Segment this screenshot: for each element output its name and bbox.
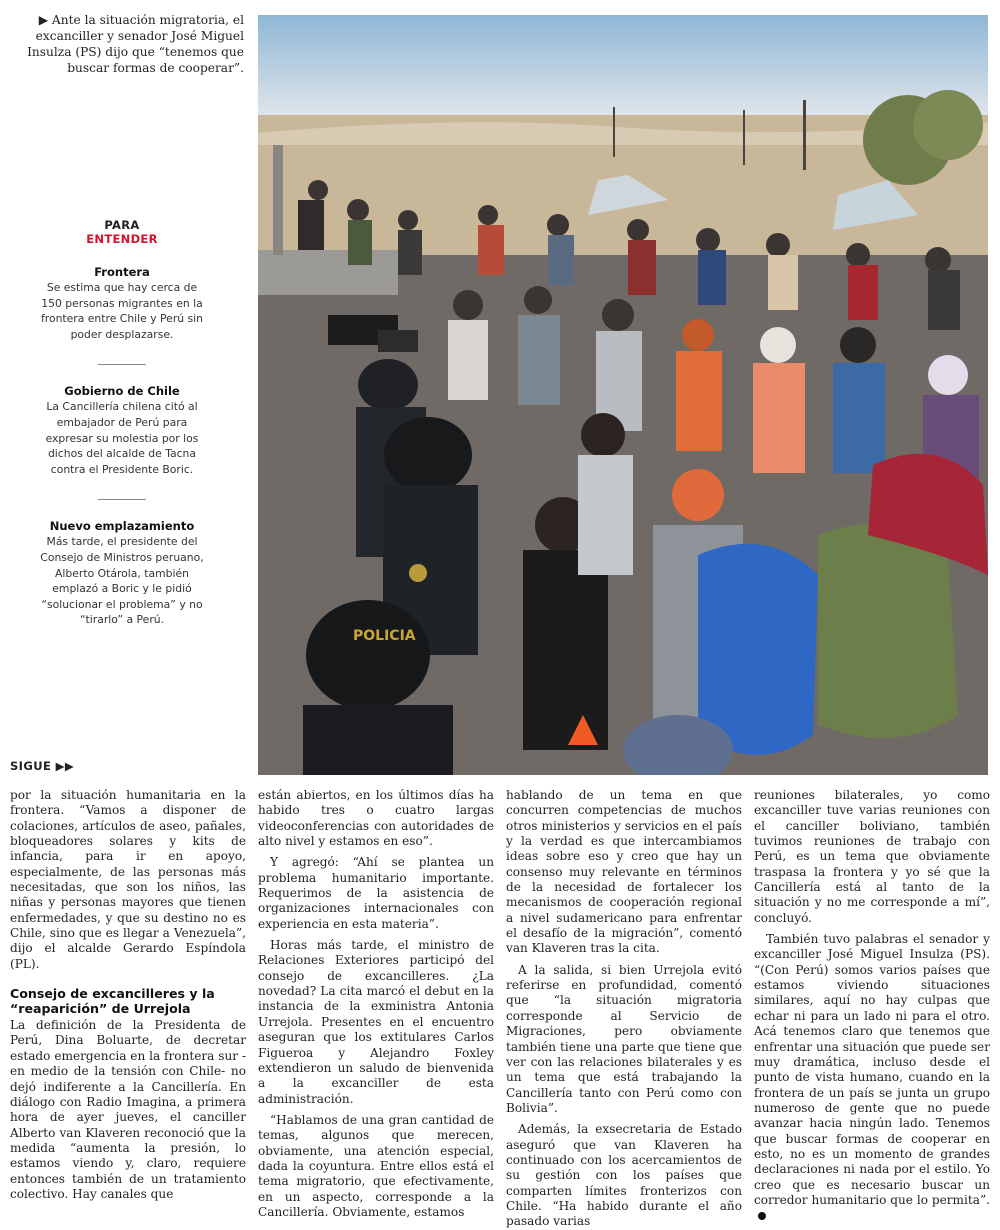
sigue-marker: SIGUE ▶▶ (10, 759, 75, 773)
paragraph: Además, la exsecretaria de Estado aseguró que van Klaveren ha continuado con los acercamientos de su gestión con los países que comparten límites fronterizos con Chile. “Ha habido durante el año pasado varias (506, 1122, 742, 1229)
paragraph: La definición de la Presidenta de Perú, Dina Boluarte, de decretar estado emergencia en la frontera sur -en medio de la tensión con Chile- no dejó indiferente a la Cancillería. En diálogo con Radio Imagina, a primera hora de ayer jueves, el canciller Alberto van Klaveren reconoció que la medida “aumenta la presión, lo estamos viendo y, claro, requiere entonces también de un tratamiento colectivo. Hay canales que (10, 1018, 246, 1201)
sidebar-heading-frontera: Frontera (94, 265, 150, 279)
paragraph: Y agregó: “Ahí se plantea un problema humanitario importante. Requerimos de la asistencia de organizaciones internacionales con experiencia en esta materia”. (258, 855, 494, 931)
sidebar-divider (98, 499, 146, 500)
article-column-3 (506, 788, 742, 1230)
news-photo (258, 15, 988, 775)
kicker-para: PARA (104, 218, 140, 232)
article-column-1 (10, 788, 246, 1202)
sidebar-text-frontera: Se estima que hay cerca de 150 personas migrantes en la frontera entre Chile y Perú sin poder desplazarse. (40, 281, 204, 341)
paragraph: Horas más tarde, el ministro de Relaciones Exteriores participó del consejo de excancilleres. ¿La novedad? La cita marcó el debut en la instancia de la exministra Antonia Urrejola. Presentes en el encuentro aseguran que los extitulares Carlos Figueroa y Alejandro Foxley extendieron un saludo de bienvenida a la excanciller de esta administración. (258, 938, 494, 1106)
paragraph: hablando de un tema en que concurren competencias de muchos otros ministerios y servicios en el país y la verdad es que intercambiamos ideas sobre eso y creo que hay un consenso muy relevante en términos de la necesidad de fortalecer los mecanismos de cooperación regional a nivel sudamericano para enfrentar el desafío de la migración”, comentó van Klaveren tras la cita. (506, 788, 742, 956)
paragraph (754, 932, 990, 1224)
closing-quote-text: También tuvo palabras el senador y excanciller José Miguel Insulza (PS). “(Con Perú) somos varios países que estamos viviendo situaciones similares, aquí no hay culpas que echar ni para un lado ni para el otro. Acá tenemos claro que tenemos que enfrentar una situación que puede ser muy dramática, incluso desde el punto de vista humano, cuando en la frontera de un país se junta un grupo numeroso de gente que no puede avanzar hacia ningún lado. Tenemos que buscar formas de cooperar en esto, no es un momento de grandes declaraciones ni nada por el estilo. Yo creo que es necesario buscar un corredor humanitario que lo permita”. (754, 932, 990, 1207)
sidebar-text-emplazamiento: Más tarde, el presidente del Consejo de Ministros peruano, Alberto Otárola, también emplazó a Boric y le pidió “solucionar el problema” y no “tirarlo” a Perú. (40, 535, 204, 627)
paragraph: por la situación humanitaria en la frontera. “Vamos a disponer de colaciones, artículos de aseo, pañales, bloqueadores solares y kits de infancia, para ir en apoyo, especialmente, de las personas más necesitadas, que son los niños, las niñas y personas mayores que tienen enfermedades, y que su destino no es Chile, sino que es llegar a Venezuela”, dijo el alcalde Gerardo Espíndola (PL). (10, 788, 246, 971)
photo-caption: ▶ Ante la situación migratoria, el excanciller y senador José Miguel Insulza (PS) dijo que “tenemos que buscar formas de cooperar”. (27, 13, 244, 75)
para-entender-box (40, 218, 204, 628)
paragraph: A la salida, si bien Urrejola evitó referirse en profundidad, comentó que “la situación migratoria corresponde al Servicio de Migraciones, pero obviamente también tiene una parte que tiene que ver con las relaciones bilaterales y es un tema que está trabajando la Cancillería tanto con Perú como con Bolivia”. (506, 962, 742, 1115)
paragraph: reuniones bilaterales, yo como excanciller tuve varias reuniones con el canciller boliviano, también tuvimos reuniones de trabajo con Perú, es un tema que obviamente traspasa la frontera y yo sé que la Cancillería está al tanto de la situación y no me corresponde a mí”, concluyó. (754, 788, 990, 925)
kicker-entender: ENTENDER (86, 232, 158, 246)
article-column-2 (258, 788, 494, 1220)
sidebar-heading-gobierno: Gobierno de Chile (64, 384, 180, 399)
paragraph: “Hablamos de una gran cantidad de temas, algunos que merecen, obviamente, una atención especial, dada la coyuntura. Entre ellos está el tema migratorio, que efectivamente, en un aspecto, corresponde a la Cancillería. Obviamente, estamos (258, 1112, 494, 1219)
sidebar-heading-emplazamiento: Nuevo emplazamiento (49, 519, 195, 534)
crowd-illustration (258, 15, 988, 775)
sidebar-divider (98, 364, 146, 365)
article-column-4 (754, 788, 990, 1224)
article-subhead: Consejo de excancilleres y la “reaparición” de Urrejola (10, 986, 215, 1017)
police-helmet-label: POLICIA (353, 628, 416, 644)
end-of-article-icon (758, 1212, 766, 1220)
paragraph: están abiertos, en los últimos días ha habido tres o cuatro largas videoconferencias con autoridades de alto nivel y estamos en eso”. (258, 788, 494, 849)
sidebar-text-gobierno: La Cancillería chilena citó al embajador de Perú para expresar su molestia por los dichos del alcalde de Tacna contra el Presidente Boric. (45, 400, 199, 476)
